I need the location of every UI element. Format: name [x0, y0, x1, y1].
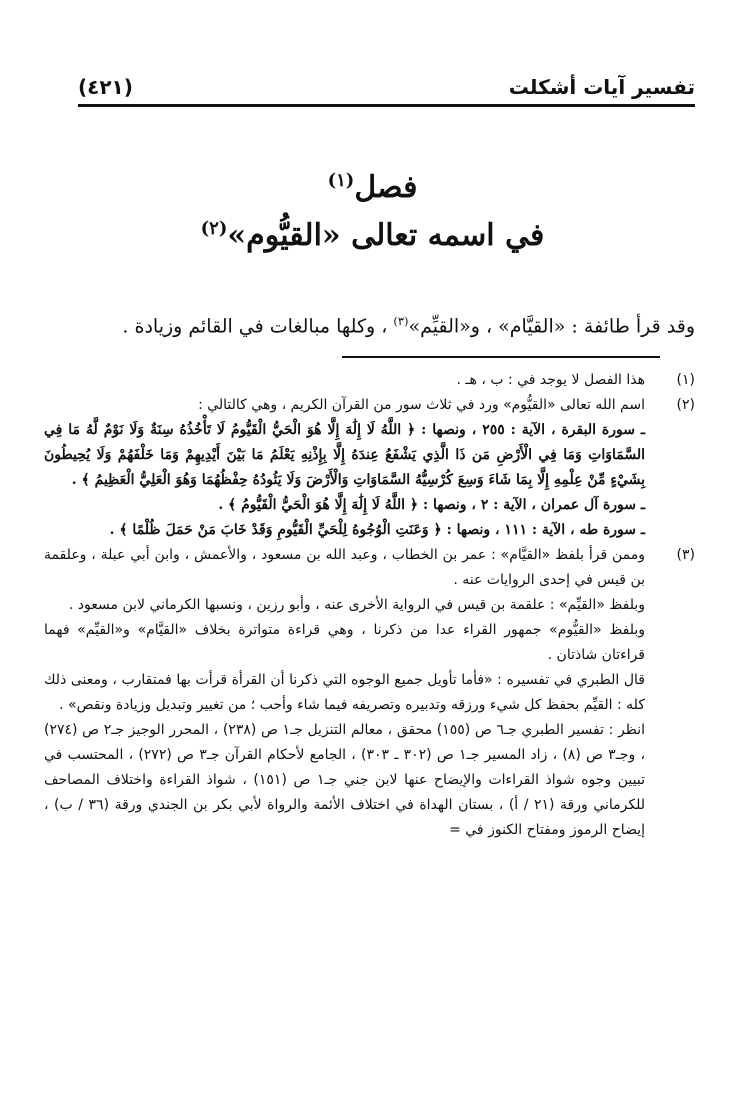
footnote-number: (٣) [676, 547, 695, 563]
quran-verse-al-imran: ـ سورة آل عمران ، الآية : ٢ ، ونصها : ﴿ اللَّهُ لَا إِلَٰهَ إِلَّا هُوَ الْحَيُّ الْقَيُّومُ ﴾ . [218, 497, 645, 513]
running-title: تفسير آيات أشكلت [508, 75, 695, 99]
footnote-paragraph: انظر : تفسير الطبري جـ٦ ص (١٥٥) محقق ، معالم التنزيل جـ١ ص (٢٣٨) ، المحرر الوجيز جـ٢ ص (٢٧٤) ، وجـ٣ ص (٨) ، زاد المسير جـ١ ص (٣٠٢ ـ ٣٠٣) ، الجامع لأحكام القرآن جـ٣ ص (٢٧٢) ، المحتسب في تبيين وجوه شواذ القراءات والإيضاح عنها لابن جني جـ١ ص (١٥١) ، شواذ القراءة واختلاف المصاحف للكرماني ورقة (٢١ / أ) ، بستان الهداة في اختلاف الأئمة والرواة لأبي بكر بن الجندي ورقة (٣٦ / ب) ، إيضاح الرموز ومفتاح الكنوز في = [44, 722, 645, 838]
footnote-paragraph: وبلفظ «القيُّوم» جمهور القراء عدا من ذكرنا ، وهي قراءة متواترة بخلاف «القيَّام» و«القيِّم» فهما قراءتان شاذتان . [44, 622, 645, 663]
footnote-ref-2: (٢) [200, 218, 228, 239]
footnote-ref-3: (٣) [393, 314, 409, 328]
footnote-3 [44, 543, 695, 843]
footnote-body [44, 393, 645, 543]
footnote-number: (١) [676, 372, 695, 388]
footnotes [44, 368, 695, 843]
body-text-a: وقد قرأ طائفة : «القيَّام» ، و«القيِّم» [408, 315, 695, 338]
footnote-paragraph: اسم الله تعالى «القيُّوم» ورد في ثلاث سور من القرآن الكريم ، وهي كالتالي : [198, 397, 645, 413]
header-rule [78, 104, 695, 107]
footnote-paragraph: وبلفظ «القيِّم» : علقمة بن قيس في الرواية الأخرى عنه ، وأبو رزين ، ونسبها الكرماني لابن مسعود . [68, 597, 645, 613]
footnote-number: (٢) [676, 397, 695, 413]
page-number: (٤٢١) [78, 75, 133, 99]
footnote-paragraph: قال الطبري في تفسيره : «فأما تأويل جميع الوجوه التي ذكرنا أن القرأة قرأت بها فمتقارب ، ومعنى ذلك كله : القيِّم بحفظ كل شيء ورزقه وتدبيره وتصريفه فيما شاء وأحب ؛ من تغيير وتبديل وزيادة ونقص» . [44, 672, 645, 713]
quran-verse-taha: ـ سورة طه ، الآية : ١١١ ، ونصها : ﴿ وَعَنَتِ الْوُجُوهُ لِلْحَيِّ الْقَيُّومِ وَقَدْ خَابَ مَنْ حَمَلَ ظُلْمًا ﴾ . [109, 522, 645, 538]
section-subtitle [50, 218, 695, 253]
section-subtitle-text: في اسمه تعالى «القيُّوم» [227, 218, 545, 253]
body-text-b: ، وكلها مبالغات في القائم وزيادة . [122, 315, 388, 338]
footnote-1 [44, 368, 695, 393]
body-paragraph [60, 314, 695, 337]
footnote-ref-1: (١) [327, 170, 355, 191]
footnote-body [44, 368, 645, 393]
footnote-paragraph: هذا الفصل لا يوجد في : ب ، هـ . [456, 372, 645, 388]
footnote-separator [342, 356, 660, 358]
section-title-text: فصل [354, 170, 418, 205]
footnote-2 [44, 393, 695, 543]
footnote-paragraph: وممن قرأ بلفظ «القيَّام» : عمر بن الخطاب ، وعبد الله بن مسعود ، والأعمش ، وابن أبي عبلة ، وعلقمة بن قيس في إحدى الروايات عنه . [44, 547, 645, 588]
footnote-body [44, 543, 645, 843]
page-header [78, 70, 695, 104]
quran-verse-baqarah: ـ سورة البقرة ، الآية : ٢٥٥ ، ونصها : ﴿ اللَّهُ لَا إِلَٰهَ إِلَّا هُوَ الْحَيُّ الْقَيُّومُ لَا تَأْخُذُهُ سِنَةٌ وَلَا نَوْمٌ لَّهُ مَا فِي السَّمَاوَاتِ وَمَا فِي الْأَرْضِ مَن ذَا الَّذِي يَشْفَعُ عِندَهُ إِلَّا بِإِذْنِهِ يَعْلَمُ مَا بَيْنَ أَيْدِيهِمْ وَمَا خَلْفَهُمْ وَلَا يُحِيطُونَ بِشَيْءٍ مِّنْ عِلْمِهِ إِلَّا بِمَا شَاءَ وَسِعَ كُرْسِيُّهُ السَّمَاوَاتِ وَالْأَرْضَ وَلَا يَئُودُهُ حِفْظُهُمَا وَهُوَ الْعَلِيُّ الْعَظِيمُ ﴾ . [44, 422, 645, 488]
section-title [50, 170, 695, 205]
